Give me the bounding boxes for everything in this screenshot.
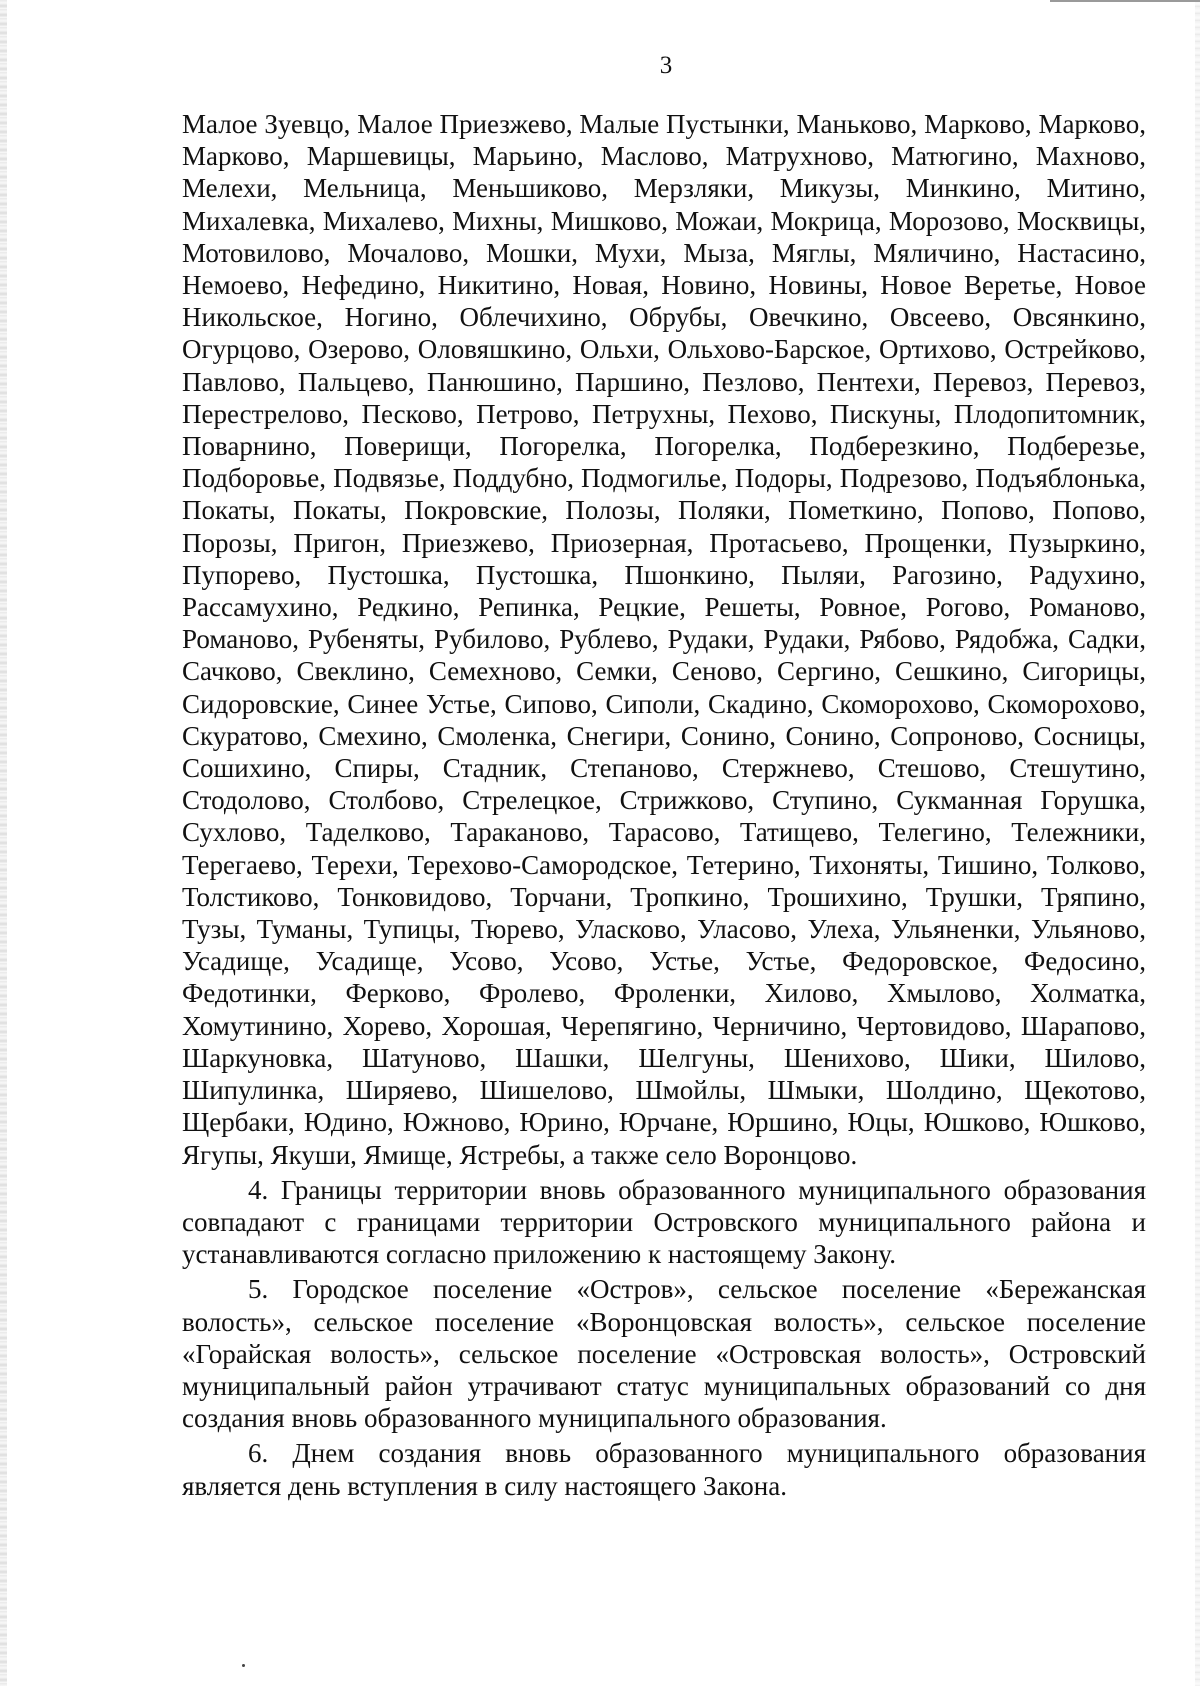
scan-top-line (1050, 0, 1200, 2)
document-body (182, 108, 1146, 1502)
page-number: 3 (659, 52, 673, 79)
scan-speck (242, 1664, 245, 1667)
paragraph-5: 5. Городское поселение «Остров», сельское поселение «Бережанская волость», сельское поселение «Воронцовская волость», сельское поселение «Горайская волость», сельское поселение «Островская волость», Островский муниципальный район утрачивают статус муниципальных образований со дня создания вновь образованного муниципального образования. (182, 1274, 1146, 1434)
paragraph-6: 6. Днем создания вновь образованного муниципального образования является день вступления в силу настоящего Закона. (182, 1438, 1146, 1501)
scan-edge-right (1195, 0, 1200, 1686)
paragraph-4: 4. Границы территории вновь образованного муниципального образования совпадают с границами территории Островского муниципального района и устанавливаются согласно приложению к настоящему Закону. (182, 1174, 1146, 1270)
scan-edge-left (0, 0, 7, 1686)
settlement-list: Малое Зуевцо, Малое Приезжево, Малые Пустынки, Маньково, Марково, Марково, Марково, Маршевицы, Марьино, Маслово, Матрухново, Матюгино, Махново, Мелехи, Мельница, Меньшиково, Мерзляки, Микузы, Минкино, Митино, Михалевка, Михалево, Михны, Мишково, Можаи, Мокрица, Морозово, Москвицы, Мотовилово, Мочалово, Мошки, Мухи, Мыза, Мяглы, Мяличино, Настасино, Немоево, Нефедино, Никитино, Новая, Новино, Новины, Новое Веретье, Новое Никольское, Ногино, Облечихино, Обрубы, Овечкино, Овсеево, Овсянкино, Огурцово, Озерово, Оловяшкино, Ольхи, Ольхово-Барское, Ортихово, Острейково, Павлово, Пальцево, Панюшино, Паршино, Пезлово, Пентехи, Перевоз, Перевоз, Перестрелово, Песково, Петрово, Петрухны, Пехово, Пискуны, Плодопитомник, Поварнино, Поверищи, Погорелка, Погорелка, Подберезкино, Подберезье, Подборовье, Подвязье, Поддубно, Подмогилье, Подоры, Подрезово, Подъяблонька, Покаты, Покаты, Покровские, Полозы, Поляки, Пометкино, Попово, Попово, Порозы, Пригон, Приезжево, Приозерная, Протасьево, Прощенки, Пузыркино, Пупорево, Пустошка, Пустошка, Пшонкино, Пыляи, Рагозино, Радухино, Рассамухино, Редкино, Репинка, Рецкие, Решеты, Ровное, Рогово, Романово, Романово, Рубеняты, Рубилово, Рублево, Рудаки, Рудаки, Рябово, Рядобжа, Садки, Сачково, Свеклино, Семехново, Семки, Сеново, Сергино, Сешкино, Сигорицы, Сидоровские, Синее Устье, Сипово, Сиполи, Скадино, Скоморохово, Скоморохово, Скуратово, Смехино, Смоленка, Снегири, Сонино, Сонино, Сопроново, Сосницы, Сошихино, Спиры, Стадник, Степаново, Стержнево, Стешово, Стешутино, Стодолово, Столбово, Стрелецкое, Стрижково, Ступино, Сукманная Горушка, Сухлово, Таделково, Тараканово, Тарасово, Татищево, Телегино, Тележники, Терегаево, Терехи, Терехово-Самородское, Тетерино, Тихоняты, Тишино, Толково, Толстиково, Тонковидово, Торчани, Тропкино, Трошихино, Трушки, Тряпино, Тузы, Туманы, Тупицы, Тюрево, Уласково, Уласово, Улеха, Ульяненки, Ульяново, Усадище, Усадище, Усово, Усово, Устье, Устье, Федоровское, Федосино, Федотинки, Ферково, Фролево, Фроленки, Хилово, Хмылово, Холматка, Хомутинино, Хорево, Хорошая, Черепягино, Черничино, Чертовидово, Шарапово, Шаркуновка, Шатуново, Шашки, Шелгуны, Шенихово, Шики, Шилово, Шипулинка, Ширяево, Шишелово, Шмойлы, Шмыки, Шолдино, Щекотово, Щербаки, Юдино, Южново, Юрино, Юрчане, Юршино, Юцы, Юшково, Юшково, Ягупы, Якуши, Ямище, Ястребы, а также село Воронцово. (182, 109, 1146, 1170)
